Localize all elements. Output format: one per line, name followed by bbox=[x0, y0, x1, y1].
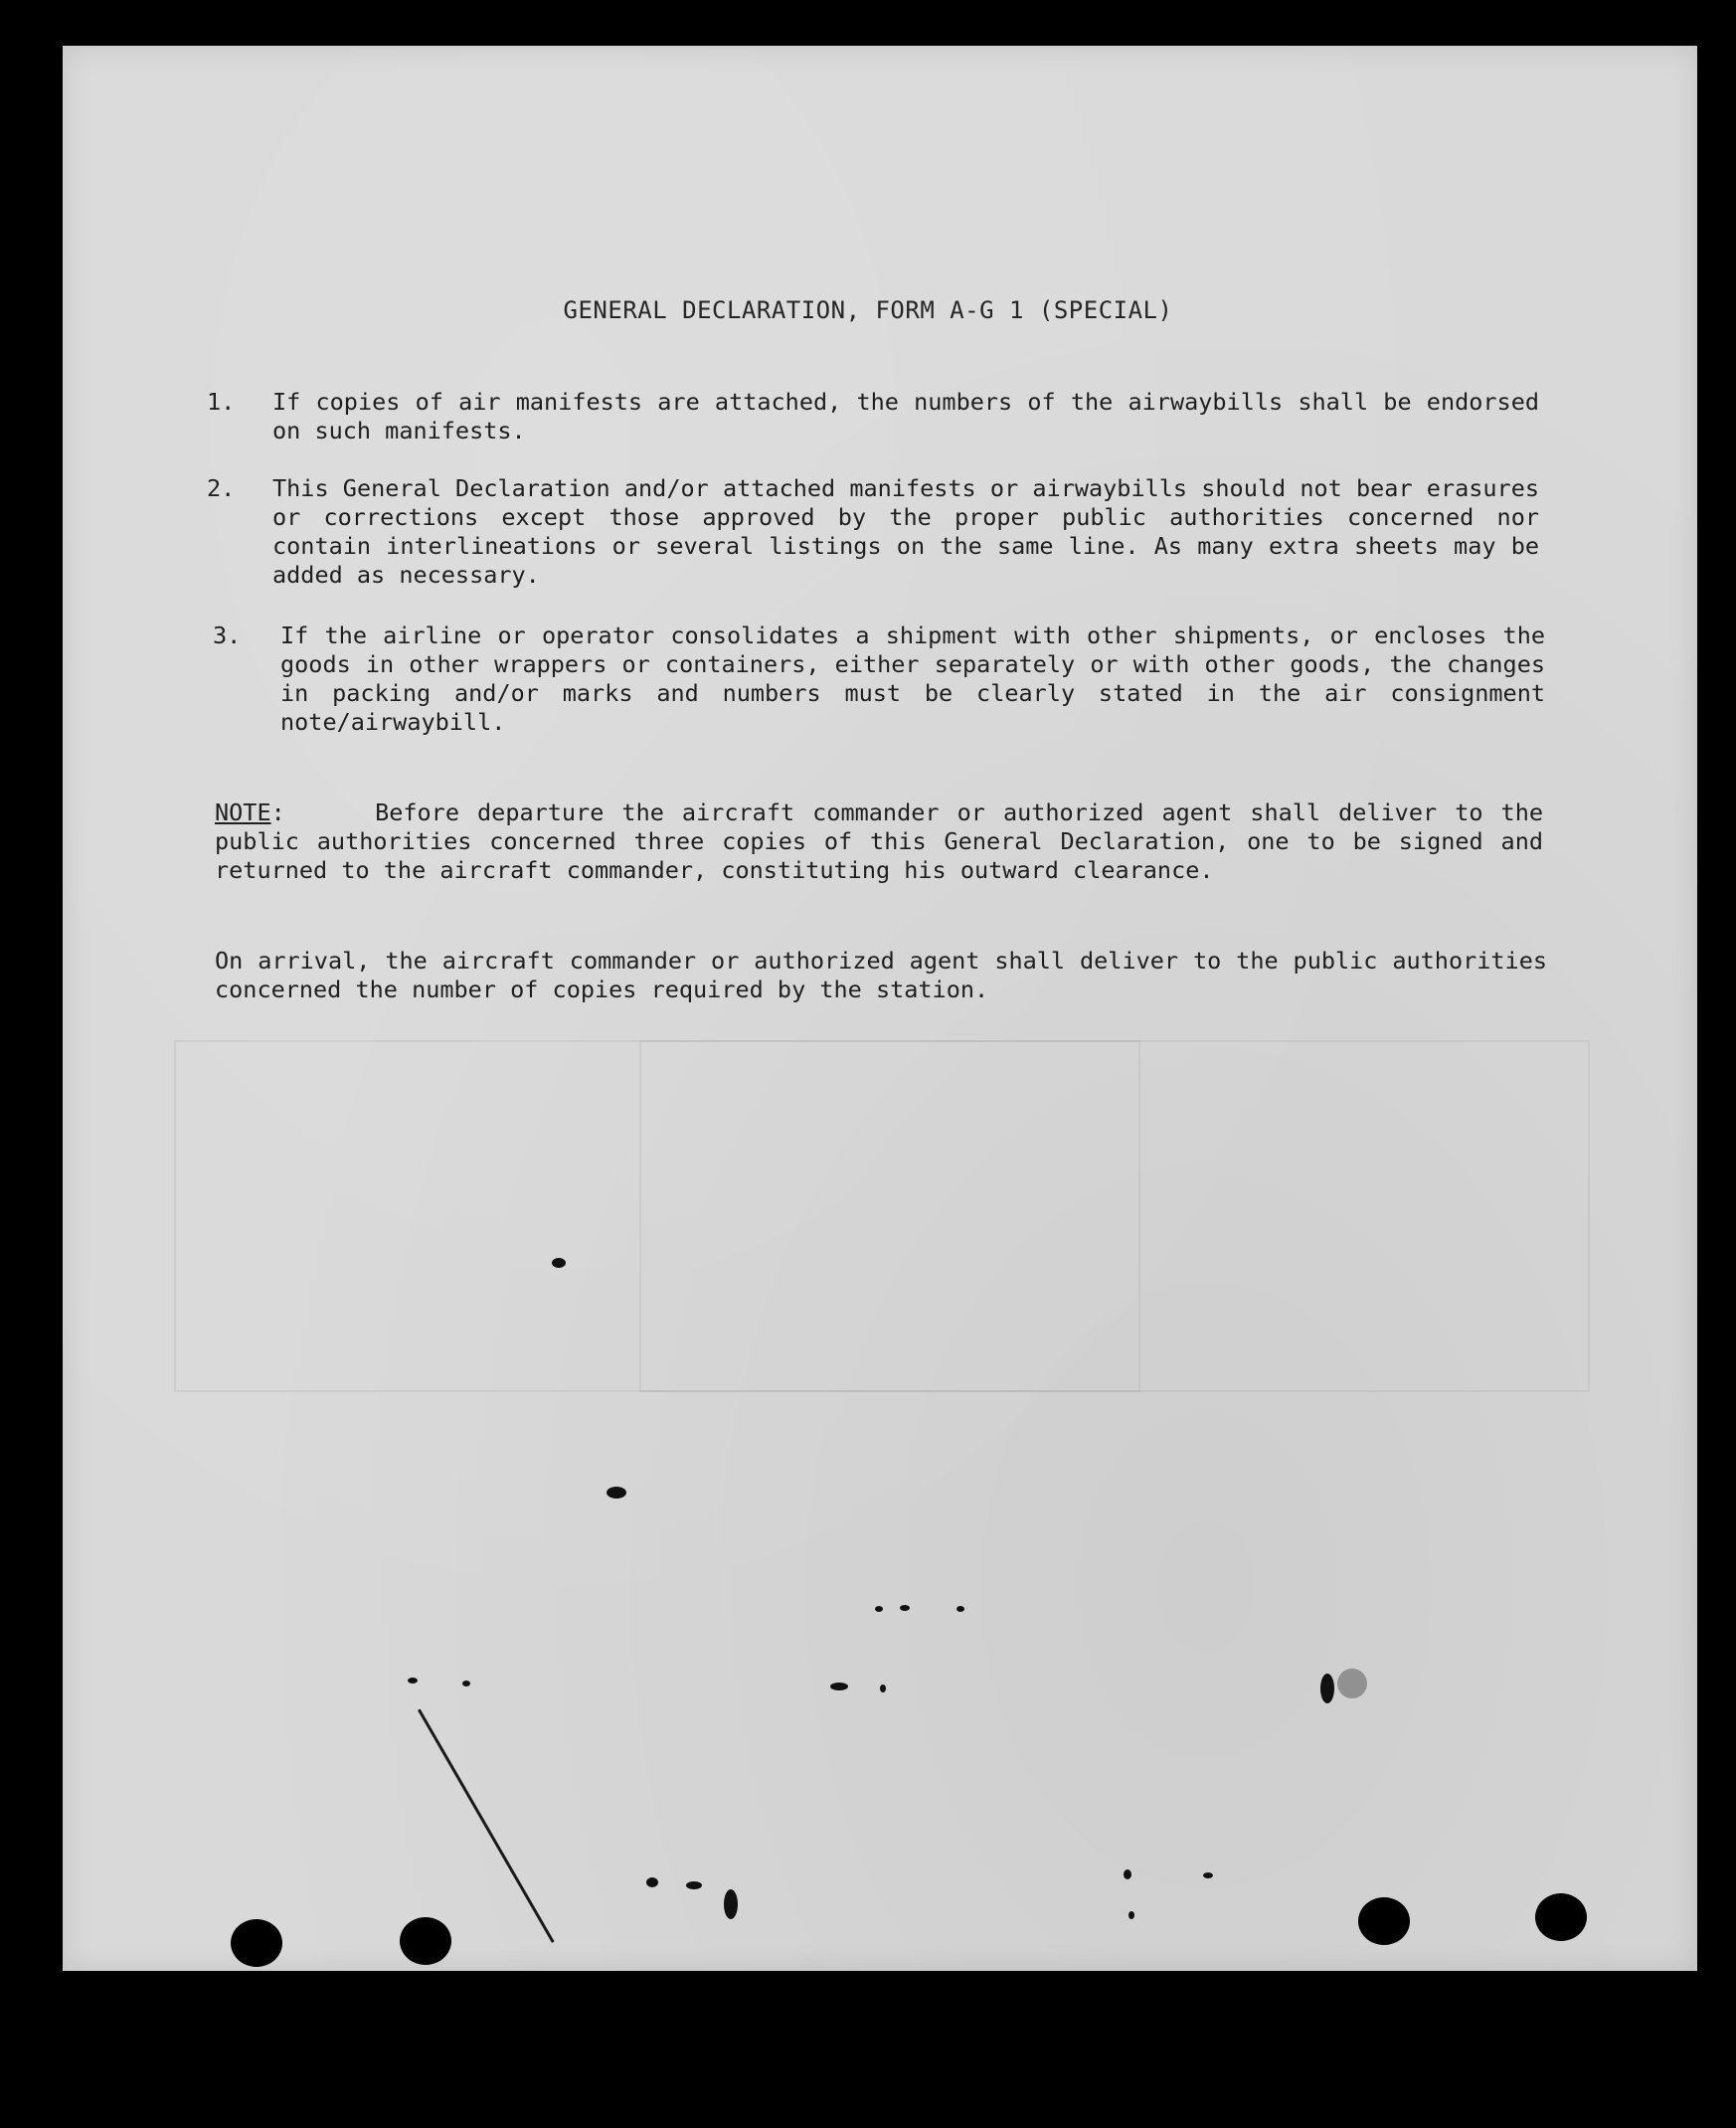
item-number: 1. bbox=[207, 388, 236, 416]
document-page bbox=[63, 46, 1697, 1971]
note-paragraph bbox=[215, 798, 1543, 885]
ink-speck bbox=[1124, 1869, 1131, 1879]
bleed-through-column bbox=[639, 1040, 1140, 1392]
punch-hole bbox=[231, 1919, 282, 1967]
item-number: 2. bbox=[207, 474, 236, 502]
ink-speck bbox=[956, 1606, 964, 1612]
arrival-paragraph bbox=[215, 947, 1547, 1004]
ink-speck bbox=[900, 1605, 910, 1611]
ink-speck bbox=[646, 1877, 658, 1887]
ink-speck bbox=[1337, 1669, 1367, 1698]
punch-hole bbox=[1358, 1897, 1410, 1945]
ink-speck bbox=[462, 1681, 470, 1686]
item-text: If the airline or operator consolidates a shipment with other shipments, or encloses the goods in other wrappers or containers, either separately or with other goods, the changes in packing and/or marks and numbers must be clearly stated in the air consignment note/airwaybill. bbox=[280, 621, 1545, 736]
ink-speck bbox=[880, 1685, 886, 1692]
ink-speck bbox=[1128, 1911, 1134, 1919]
note-label: NOTE bbox=[215, 798, 271, 826]
punch-hole bbox=[1535, 1893, 1587, 1941]
item-text: This General Declaration and/or attached manifests or airwaybills should not bear erasures or corrections except those approved by the proper public authorities concerned nor contain interlineations or several listings on the same line. As many extra sheets may be added as necessary. bbox=[272, 474, 1539, 589]
ink-speck bbox=[875, 1606, 883, 1612]
ink-speck bbox=[1203, 1872, 1213, 1878]
note-colon: : bbox=[270, 798, 285, 826]
ink-speck bbox=[552, 1258, 566, 1268]
page-title: GENERAL DECLARATION, FORM A-G 1 (SPECIAL) bbox=[563, 296, 1173, 324]
ink-speck bbox=[1320, 1674, 1334, 1703]
instruction-item-3 bbox=[213, 621, 1545, 741]
punch-hole bbox=[400, 1917, 451, 1965]
ink-speck bbox=[830, 1683, 848, 1690]
ink-speck bbox=[408, 1678, 418, 1684]
instruction-item-2 bbox=[207, 474, 1539, 594]
arrival-text: On arrival, the aircraft commander or authorized agent shall deliver to the public authorities concerned the number of copies required by the station. bbox=[215, 947, 1547, 1003]
item-number: 3. bbox=[213, 621, 242, 649]
item-text: If copies of air manifests are attached, the numbers of the airwaybills shall be endorsed on such manifests. bbox=[272, 388, 1539, 444]
ink-speck bbox=[607, 1487, 626, 1499]
instruction-item-1 bbox=[207, 388, 1539, 447]
note-text: Before departure the aircraft commander or authorized agent shall deliver to the public authorities concerned three copies of this General Declaration, one to be signed and returned to the aircraft commander, constituting his outward clearance. bbox=[215, 798, 1543, 884]
ink-speck bbox=[724, 1889, 738, 1919]
ink-speck bbox=[686, 1881, 702, 1889]
